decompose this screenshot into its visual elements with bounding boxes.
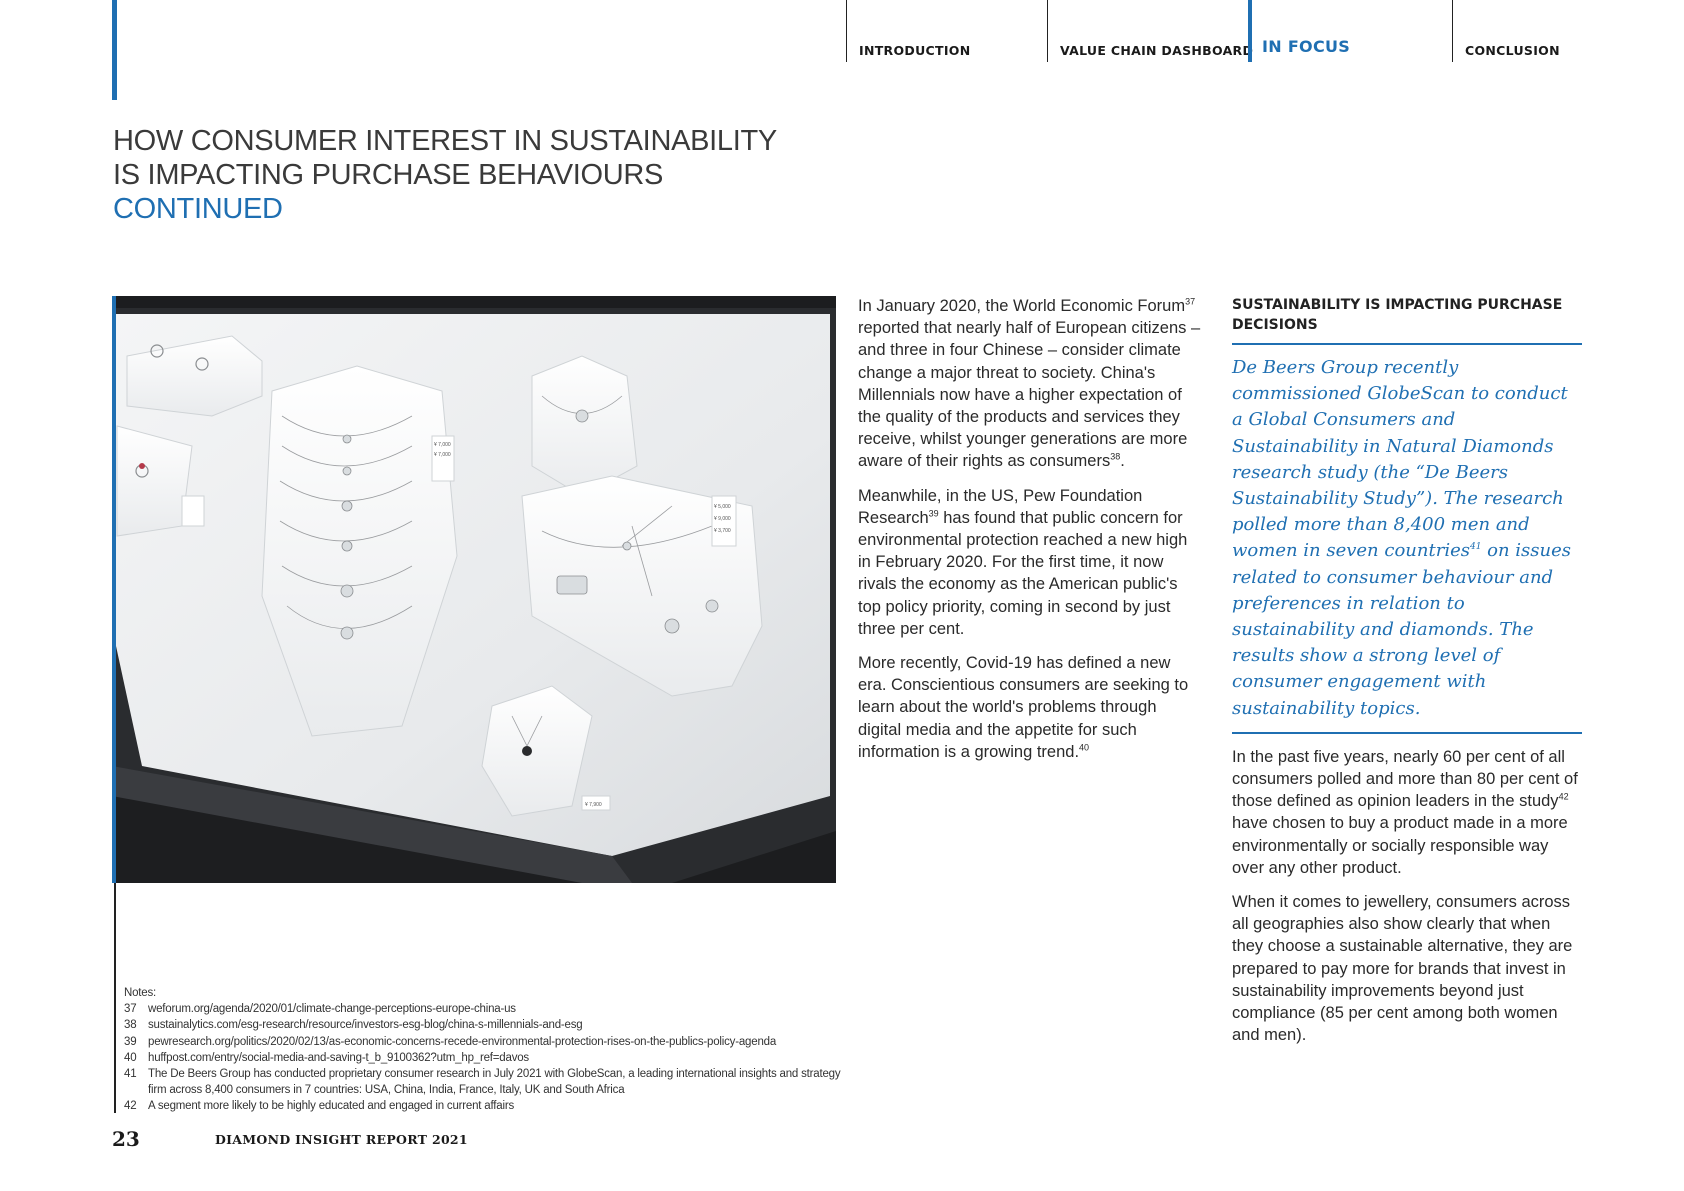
svg-text:¥ 3,700: ¥ 3,700 — [714, 528, 731, 534]
svg-text:¥ 7,000: ¥ 7,000 — [434, 452, 451, 458]
footnote-link[interactable]: weforum.org/agenda/2020/01/climate-change-perceptions-europe-china-us — [148, 1003, 516, 1016]
column-divider — [114, 883, 116, 1113]
footnote: 39 pewresearch.org/politics/2020/02/13/as-economic-concerns-recede-environmental-protection-rises-on-the-publics-policy-agenda — [124, 1034, 844, 1050]
paragraph-pew: Meanwhile, in the US, Pew Foundation Research$^{39}$ has found that public concern for environmental protection reached a new high in February 2020. For the first time, it now rivals the economy as the American public's top policy priority, coming in second by just three per cent. — [858, 486, 1188, 638]
footnote-link[interactable]: sustainalytics.com/esg-research/resource/investors-esg-blog/china-s-millennials-and-esg — [148, 1019, 583, 1032]
nav-in-focus[interactable]: IN FOCUS — [1248, 0, 1452, 62]
title-line-1: HOW CONSUMER INTEREST IN SUSTAINABILITY — [113, 125, 777, 157]
main-text-column — [858, 295, 1203, 775]
footnote: 38 sustainalytics.com/esg-research/resource/investors-esg-blog/china-s-millennials-and-esg — [124, 1017, 844, 1033]
title-line-2: IS IMPACTING PURCHASE BEHAVIOURS — [113, 159, 664, 191]
nav-value-chain-dashboard[interactable]: VALUE CHAIN DASHBOARD — [1047, 0, 1248, 62]
page-title — [113, 124, 777, 226]
photo-accent-rule — [112, 296, 116, 883]
sidebar-rule-top — [1232, 343, 1582, 345]
top-accent-rule — [112, 0, 117, 100]
nav-conclusion[interactable]: CONCLUSION — [1452, 0, 1653, 62]
report-name: DIAMOND INSIGHT REPORT 2021 — [215, 1132, 468, 1147]
notes-heading: Notes: — [124, 987, 157, 999]
footnote-link[interactable]: pewresearch.org/politics/2020/02/13/as-economic-concerns-recede-environmental-protection-rises-on-the-publics-policy-agenda — [148, 1035, 777, 1048]
title-continued: CONTINUED — [113, 193, 283, 225]
footnote: 37 weforum.org/agenda/2020/01/climate-change-perceptions-europe-china-us — [124, 1001, 844, 1017]
pull-quote: De Beers Group recently commissioned GlobeScan to conduct a Global Consumers and Sustainability in Natural Diamonds research study (the “De Beers Sustainability Study”). The research polled more than 8,400 men and women in seven countries$^{41}$ on issues related to consumer behaviour and preferences in relation to sustainability and diamonds. The results show a strong level of consumer engagement with sustainability topics. — [1232, 357, 1572, 719]
sidebar-heading: SUSTAINABILITY IS IMPACTING PURCHASE DECISIONS — [1232, 297, 1563, 333]
svg-text:¥ 7,000: ¥ 7,000 — [434, 442, 451, 448]
paragraph-jewellery: When it comes to jewellery, consumers across all geographies also show clearly that when they choose a sustainable alternative, they are prepared to pay more for brands that invest in sustainability improvements beyond just compliance (85 per cent among both women and men). — [1232, 893, 1573, 1045]
sidebar-rule-bottom — [1232, 732, 1582, 734]
nav-introduction[interactable]: INTRODUCTION — [846, 0, 1047, 62]
footnote-text: A segment more likely to be highly educated and engaged in current affairs — [148, 1100, 515, 1113]
paragraph-five-years: In the past five years, nearly 60 per cent of all consumers polled and more than 80 per cent of those defined as opinion leaders in the study$^{42}$ have chosen to buy a product made in a more environmentally or socially responsible way over any other product. — [1232, 747, 1578, 877]
paragraph-wef: In January 2020, the World Economic Forum$^{37}$ reported that nearly half of European citizens – and three in four Chinese – consider climate change a major threat to society. China's Millennials now have a higher expectation of the quality of the products and services they receive, whilst younger generations are more aware of their rights as consumers$^{38}$. — [858, 296, 1201, 471]
jewellery-display-photo-icon — [112, 296, 836, 883]
footnote-link[interactable]: huffpost.com/entry/social-media-and-saving-t_b_9100362?utm_hp_ref=davos — [148, 1051, 529, 1064]
jewellery-display-photo — [112, 296, 836, 883]
footnotes — [124, 985, 844, 1115]
paragraph-covid: More recently, Covid-19 has defined a new era. Conscientious consumers are seeking to learn about the world's problems through digital media and the appetite for such information is a growing trend.$^{40}$ — [858, 654, 1189, 761]
svg-text:¥ 9,000: ¥ 9,000 — [714, 516, 731, 522]
footnote: 41 The De Beers Group has conducted proprietary consumer research in July 2021 with GlobeScan, a leading international insights and strategy firm across 8,400 consumers in 7 countries: USA, China, India, France, Italy, UK and South Africa — [124, 1066, 844, 1098]
svg-text:¥ 5,000: ¥ 5,000 — [714, 504, 731, 510]
footnote: 40 huffpost.com/entry/social-media-and-saving-t_b_9100362?utm_hp_ref=davos — [124, 1050, 844, 1066]
footnote-text: The De Beers Group has conducted proprietary consumer research in July 2021 with GlobeScan, a leading international insights and strategy firm across 8,400 consumers in 7 countries: USA, China, India, France, Italy, UK and South Africa — [148, 1068, 841, 1097]
svg-text:¥ 7,900: ¥ 7,900 — [585, 802, 602, 808]
sidebar-column — [1232, 295, 1582, 1058]
footnote: 42 A segment more likely to be highly educated and engaged in current affairs — [124, 1098, 844, 1114]
page-number: 23 — [112, 1127, 140, 1151]
